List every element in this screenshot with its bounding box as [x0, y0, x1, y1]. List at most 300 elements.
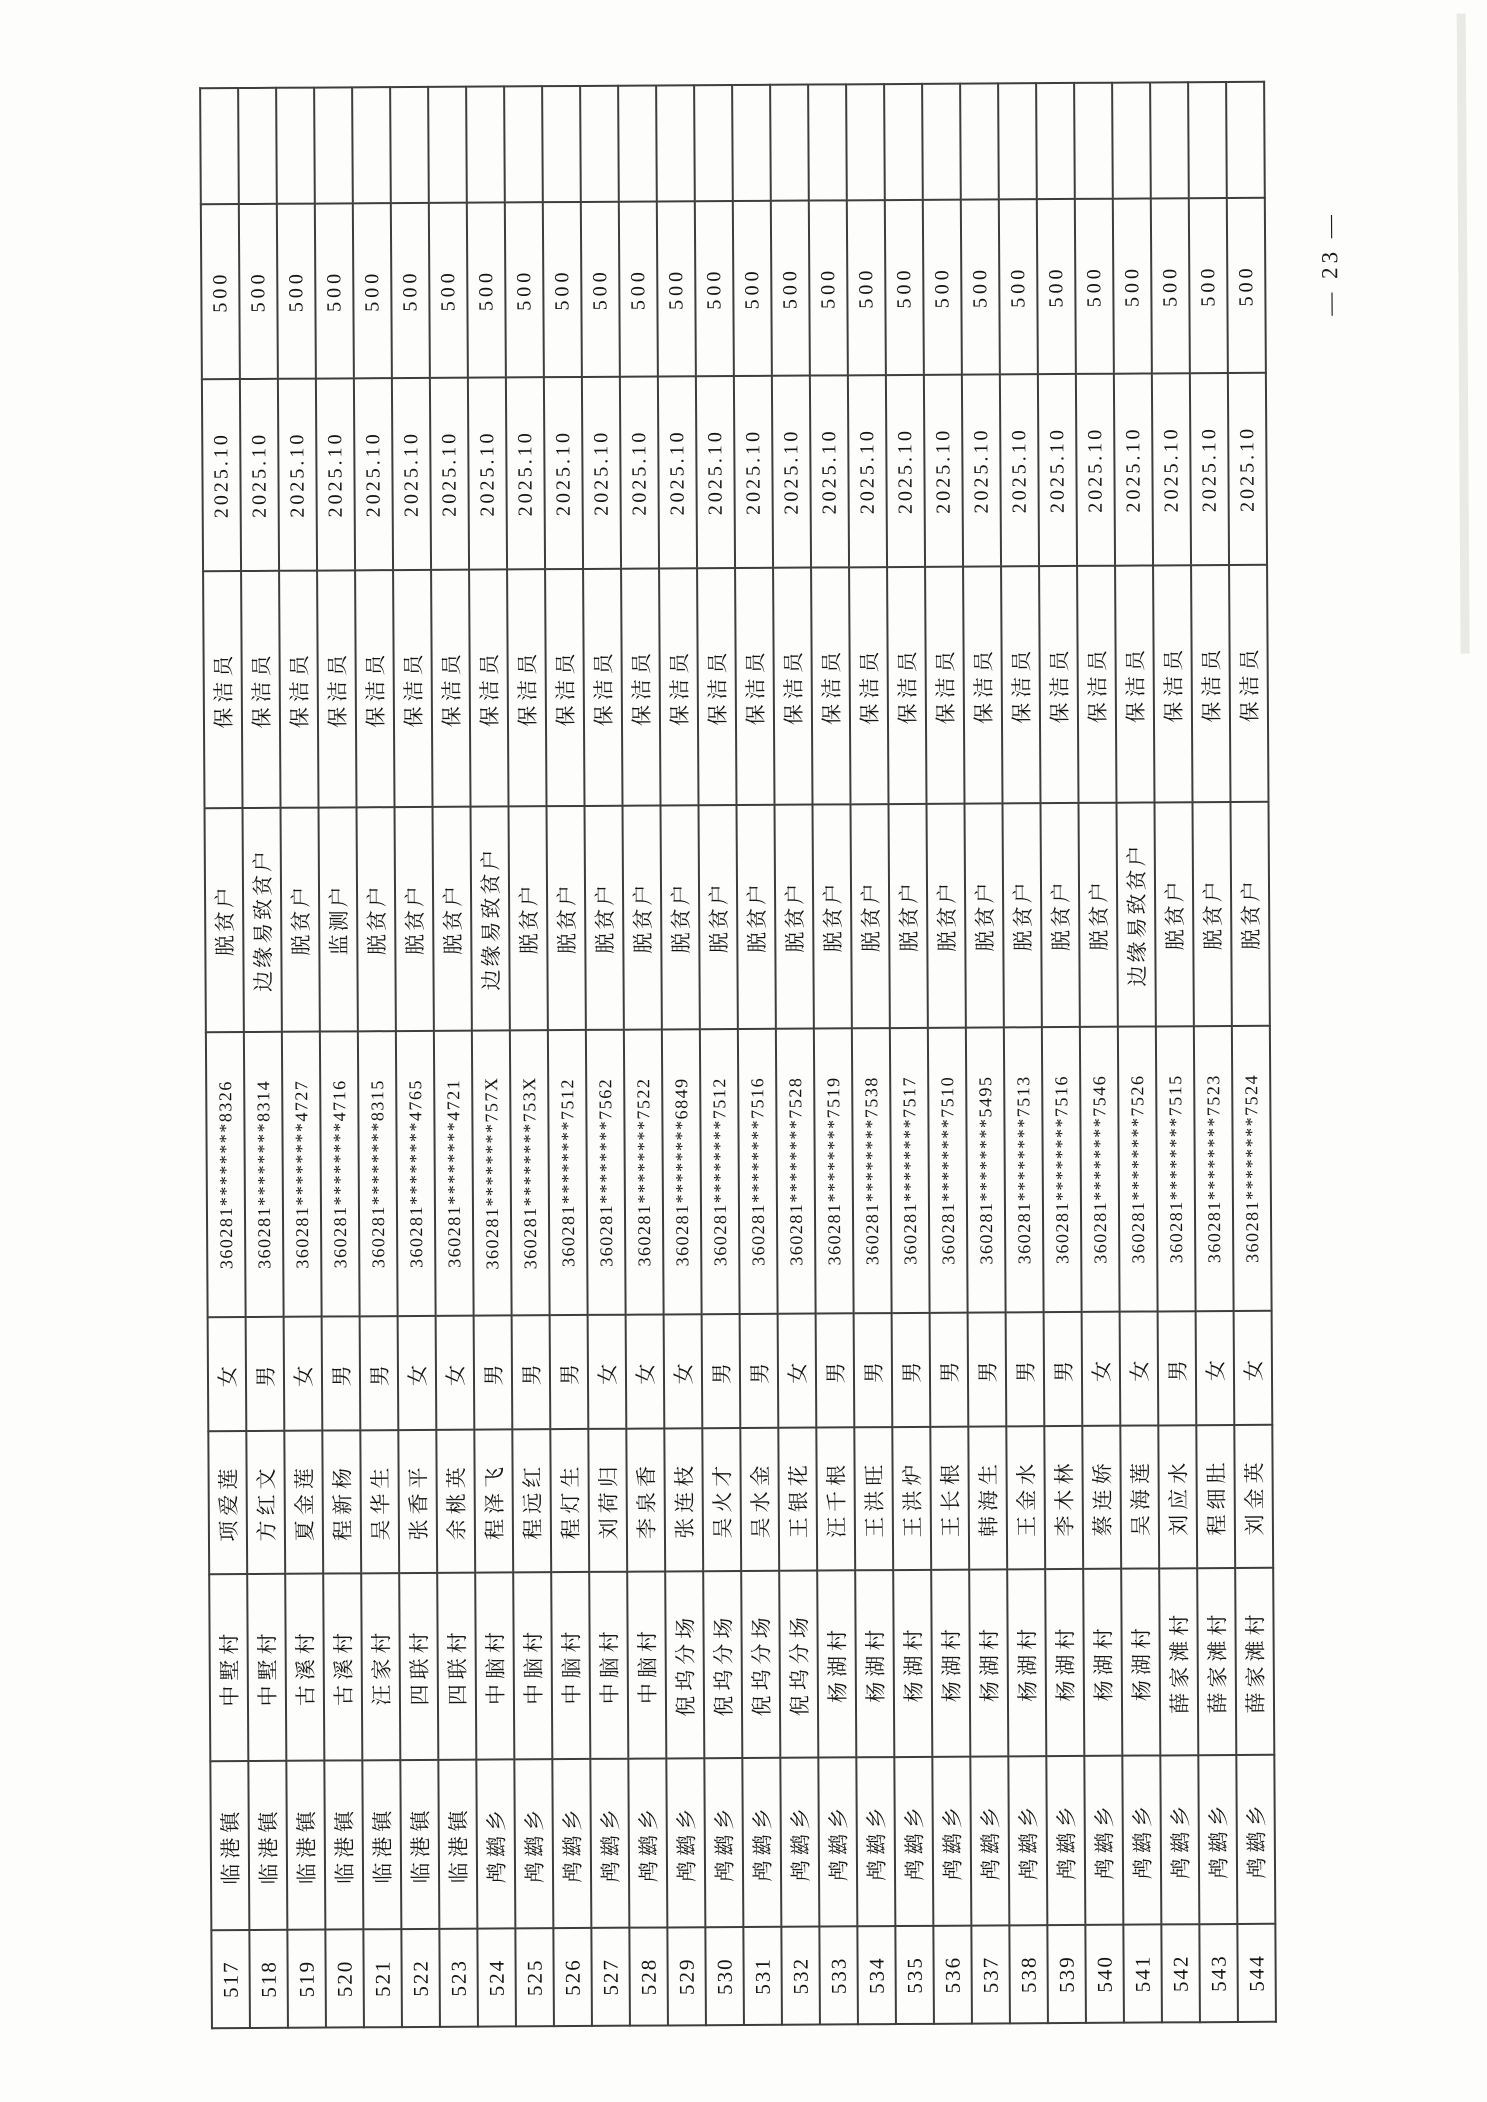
- cell-amount: 500: [1113, 198, 1152, 373]
- cell-remark: [466, 86, 505, 202]
- cell-name: 刘金英: [1234, 1425, 1273, 1568]
- cell-post: 保洁员: [811, 567, 850, 804]
- cell-village: 中脑村: [475, 1572, 514, 1759]
- landscape-orientation-wrapper: [199, 103, 1275, 2029]
- cell-id-number: 360281********6849: [662, 1029, 702, 1314]
- cell-township: 鸬鹚乡: [894, 1757, 933, 1926]
- cell-name: 吴水金: [740, 1428, 779, 1571]
- cell-gender: 男: [512, 1315, 551, 1429]
- cell-name: 汪千根: [816, 1427, 855, 1570]
- cell-amount: 500: [467, 202, 506, 377]
- cell-index: 520: [325, 1929, 364, 2027]
- cell-category: 脱贫户: [699, 805, 738, 1029]
- cell-index: 541: [1123, 1924, 1162, 2022]
- cell-id-number: 360281********7519: [814, 1028, 854, 1313]
- cell-category: 脱贫户: [433, 807, 472, 1031]
- cell-remark: [770, 85, 809, 201]
- cell-category: 脱贫户: [964, 803, 1003, 1027]
- cell-name: 程泽飞: [474, 1429, 513, 1572]
- cell-id-number: 360281********7538: [852, 1028, 892, 1313]
- cell-name: 王银花: [778, 1428, 817, 1571]
- cell-id-number: 360281********7513: [1004, 1027, 1044, 1312]
- cell-category: 脱贫户: [1230, 802, 1269, 1026]
- cell-index: 540: [1085, 1925, 1124, 2023]
- cell-id-number: 360281********4765: [396, 1031, 436, 1316]
- cell-month: 2025.10: [430, 378, 469, 570]
- cell-gender: 女: [588, 1315, 627, 1429]
- cell-month: 2025.10: [392, 378, 431, 570]
- cell-name: 张连枝: [664, 1428, 703, 1571]
- cell-index: 522: [401, 1929, 440, 2027]
- cell-category: 脱贫户: [281, 808, 320, 1032]
- cell-gender: 男: [968, 1312, 1007, 1426]
- cell-village: 中脑村: [627, 1571, 666, 1758]
- cell-index: 538: [1009, 1925, 1048, 2023]
- cell-remark: [808, 84, 847, 200]
- cell-township: 鸬鹚乡: [1122, 1755, 1161, 1924]
- cell-category: 脱贫户: [775, 805, 814, 1029]
- cell-gender: 女: [1196, 1311, 1235, 1425]
- cell-gender: 男: [246, 1317, 285, 1431]
- cell-remark: [276, 88, 315, 204]
- cell-amount: 500: [543, 202, 582, 377]
- cell-village: 薛家滩村: [1235, 1568, 1274, 1755]
- cell-gender: 男: [892, 1313, 931, 1427]
- cell-id-number: 360281********7510: [928, 1028, 968, 1313]
- cell-post: 保洁员: [355, 570, 394, 807]
- cell-gender: 女: [208, 1317, 247, 1431]
- cell-remark: [732, 85, 771, 201]
- cell-village: 古溪村: [323, 1573, 362, 1760]
- cell-remark: [846, 84, 885, 200]
- cell-amount: 500: [1037, 199, 1076, 374]
- cell-post: 保洁员: [507, 569, 546, 806]
- cell-category: 监测户: [319, 807, 358, 1031]
- cell-id-number: 360281********4721: [434, 1031, 474, 1316]
- cell-index: 517: [211, 1930, 250, 2028]
- cell-category: 脱贫户: [926, 804, 965, 1028]
- cell-index: 523: [439, 1929, 478, 2027]
- cell-remark: [390, 87, 429, 203]
- cell-village: 杨湖村: [817, 1570, 856, 1757]
- cell-amount: 500: [391, 203, 430, 378]
- cell-township: 鸬鹚乡: [1160, 1755, 1199, 1924]
- cell-gender: 女: [664, 1314, 703, 1428]
- cell-township: 鸬鹚乡: [514, 1759, 553, 1928]
- cell-index: 530: [705, 1927, 744, 2025]
- cell-id-number: 360281********5495: [966, 1027, 1006, 1312]
- cell-village: 薛家滩村: [1197, 1568, 1236, 1755]
- cell-remark: [504, 86, 543, 202]
- cell-amount: 500: [999, 199, 1038, 374]
- cell-post: 保洁员: [849, 567, 888, 804]
- cell-post: 保洁员: [773, 568, 812, 805]
- cell-village: 汪家村: [361, 1573, 400, 1760]
- cell-amount: 500: [1075, 199, 1114, 374]
- cell-village: 四联村: [437, 1573, 476, 1760]
- cell-name: 程新杨: [322, 1430, 361, 1573]
- cell-index: 544: [1237, 1924, 1276, 2022]
- cell-category: 脱贫户: [737, 805, 776, 1029]
- scan-edge-artifact: [1457, 14, 1470, 654]
- cell-amount: 500: [239, 204, 278, 379]
- cell-name: 程灯生: [550, 1429, 589, 1572]
- cell-month: 2025.10: [1152, 373, 1191, 565]
- cell-category: 脱贫户: [547, 806, 586, 1030]
- cell-township: 临港镇: [438, 1760, 477, 1929]
- cell-category: 脱贫户: [661, 805, 700, 1029]
- cell-remark: [656, 85, 695, 201]
- cell-id-number: 360281********7526: [1118, 1026, 1158, 1311]
- cell-amount: 500: [353, 203, 392, 378]
- cell-post: 保洁员: [279, 571, 318, 808]
- cell-township: 鸬鹚乡: [704, 1758, 743, 1927]
- cell-month: 2025.10: [1038, 374, 1077, 566]
- cell-township: 鸬鹚乡: [1084, 1756, 1123, 1925]
- cell-township: 鸬鹚乡: [818, 1757, 857, 1926]
- cell-remark: [618, 85, 657, 201]
- cell-gender: 女: [778, 1314, 817, 1428]
- cell-village: 中墅村: [209, 1574, 248, 1761]
- cell-category: 边缘易致贫户: [1116, 802, 1155, 1026]
- cell-id-number: 360281********7512: [700, 1029, 740, 1314]
- cell-remark: [998, 83, 1037, 199]
- cell-township: 临港镇: [362, 1760, 401, 1929]
- cell-amount: 500: [885, 200, 924, 375]
- cell-township: 鸬鹚乡: [628, 1758, 667, 1927]
- cell-amount: 500: [619, 201, 658, 376]
- cell-index: 543: [1199, 1924, 1238, 2022]
- cell-name: 程远红: [512, 1429, 551, 1572]
- cell-amount: 500: [1227, 198, 1266, 373]
- cell-township: 临港镇: [286, 1761, 325, 1930]
- cell-post: 保洁员: [659, 568, 698, 805]
- cell-post: 保洁员: [697, 568, 736, 805]
- cell-village: 中脑村: [589, 1572, 628, 1759]
- cell-month: 2025.10: [696, 376, 735, 568]
- cell-id-number: 360281********7524: [1232, 1026, 1272, 1311]
- cell-index: 536: [933, 1926, 972, 2024]
- cell-id-number: 360281********8314: [244, 1032, 284, 1317]
- cell-id-number: 360281********4716: [320, 1031, 360, 1316]
- cell-amount: 500: [1189, 198, 1228, 373]
- cell-name: 吴火才: [702, 1428, 741, 1571]
- cell-month: 2025.10: [316, 378, 355, 570]
- cell-township: 临港镇: [324, 1760, 363, 1929]
- cell-post: 保洁员: [1153, 565, 1192, 802]
- cell-post: 保洁员: [963, 566, 1002, 803]
- cell-index: 535: [895, 1926, 934, 2024]
- cell-index: 542: [1161, 1924, 1200, 2022]
- cell-name: 吴华生: [360, 1430, 399, 1573]
- cell-id-number: 360281********7515: [1156, 1026, 1196, 1311]
- cell-id-number: 360281********757X: [472, 1030, 512, 1315]
- cell-village: 杨湖村: [969, 1569, 1008, 1756]
- cell-remark: [884, 84, 923, 200]
- cell-township: 鸬鹚乡: [590, 1759, 629, 1928]
- cell-amount: 500: [315, 203, 354, 378]
- cell-village: 古溪村: [285, 1574, 324, 1761]
- cell-name: 韩海生: [968, 1426, 1007, 1569]
- cell-name: 王洪旺: [854, 1427, 893, 1570]
- cell-gender: 男: [550, 1315, 589, 1429]
- cell-index: 531: [743, 1927, 782, 2025]
- cell-month: 2025.10: [278, 379, 317, 571]
- cell-remark: [1074, 83, 1113, 199]
- cell-post: 保洁员: [735, 568, 774, 805]
- cell-id-number: 360281********7512: [548, 1030, 588, 1315]
- cell-category: 脱贫户: [395, 807, 434, 1031]
- cell-gender: 男: [474, 1315, 513, 1429]
- cell-amount: 500: [923, 200, 962, 375]
- cell-id-number: 360281********7523: [1194, 1026, 1234, 1311]
- cell-month: 2025.10: [582, 377, 621, 569]
- cell-month: 2025.10: [848, 375, 887, 567]
- cell-index: 532: [781, 1927, 820, 2025]
- cell-category: 脱贫户: [813, 804, 852, 1028]
- cell-remark: [960, 83, 999, 199]
- cell-category: 脱贫户: [205, 808, 244, 1032]
- cell-post: 保洁员: [1077, 566, 1116, 803]
- cell-index: 534: [857, 1926, 896, 2024]
- cell-remark: [238, 88, 277, 204]
- cell-index: 518: [249, 1930, 288, 2028]
- cell-id-number: 360281********7562: [586, 1030, 626, 1315]
- cell-amount: 500: [695, 201, 734, 376]
- cell-category: 脱贫户: [889, 804, 928, 1028]
- cell-amount: 500: [505, 202, 544, 377]
- cell-id-number: 360281********8315: [358, 1031, 398, 1316]
- cell-post: 保洁员: [469, 569, 508, 806]
- cell-month: 2025.10: [354, 378, 393, 570]
- cell-township: 鸬鹚乡: [1198, 1755, 1237, 1924]
- cell-name: 李泉香: [626, 1428, 665, 1571]
- cell-category: 脱贫户: [585, 806, 624, 1030]
- cell-amount: 500: [809, 200, 848, 375]
- cell-township: 鸬鹚乡: [476, 1759, 515, 1928]
- cell-remark: [428, 87, 467, 203]
- cell-name: 刘应水: [1158, 1425, 1197, 1568]
- cell-post: 保洁员: [203, 571, 242, 808]
- cell-index: 521: [363, 1929, 402, 2027]
- cell-village: 杨湖村: [893, 1570, 932, 1757]
- cell-remark: [1112, 82, 1151, 198]
- cell-gender: 男: [360, 1316, 399, 1430]
- cell-amount: 500: [1151, 198, 1190, 373]
- cell-name: 张香平: [398, 1430, 437, 1573]
- cell-remark: [1188, 82, 1227, 198]
- cell-township: 鸬鹚乡: [1236, 1755, 1275, 1924]
- cell-id-number: 360281********7517: [890, 1028, 930, 1313]
- cell-township: 临港镇: [210, 1761, 249, 1930]
- cell-village: 倪坞分场: [779, 1571, 818, 1758]
- cell-index: 526: [553, 1928, 592, 2026]
- cell-village: 薛家滩村: [1159, 1568, 1198, 1755]
- cell-remark: [542, 86, 581, 202]
- cell-post: 保洁员: [1001, 566, 1040, 803]
- cell-month: 2025.10: [202, 379, 241, 571]
- cell-post: 保洁员: [887, 567, 926, 804]
- cell-village: 中脑村: [513, 1572, 552, 1759]
- cell-village: 倪坞分场: [703, 1571, 742, 1758]
- cell-month: 2025.10: [620, 376, 659, 568]
- cell-category: 脱贫户: [851, 804, 890, 1028]
- cell-amount: 500: [429, 203, 468, 378]
- cell-category: 脱贫户: [1040, 803, 1079, 1027]
- cell-index: 528: [629, 1927, 668, 2025]
- cell-category: 脱贫户: [357, 807, 396, 1031]
- cell-remark: [352, 87, 391, 203]
- cell-name: 王洪炉: [892, 1427, 931, 1570]
- cell-township: 临港镇: [400, 1760, 439, 1929]
- cell-remark: [1150, 82, 1189, 198]
- subsidy-roster-table: [199, 81, 1277, 2029]
- cell-name: 吴海莲: [1120, 1425, 1159, 1568]
- cell-gender: 男: [854, 1313, 893, 1427]
- cell-category: 脱贫户: [1002, 803, 1041, 1027]
- cell-category: 脱贫户: [1154, 802, 1193, 1026]
- cell-name: 蔡连娇: [1082, 1426, 1121, 1569]
- table-body: [200, 82, 1276, 2028]
- cell-post: 保洁员: [241, 571, 280, 808]
- cell-township: 鸬鹚乡: [970, 1756, 1009, 1925]
- cell-gender: 男: [1158, 1311, 1197, 1425]
- cell-gender: 女: [1120, 1311, 1159, 1425]
- cell-name: 余桃英: [436, 1430, 475, 1573]
- cell-amount: 500: [961, 199, 1000, 374]
- cell-month: 2025.10: [468, 377, 507, 569]
- cell-name: 王金水: [1006, 1426, 1045, 1569]
- cell-category: 脱贫户: [623, 805, 662, 1029]
- cell-gender: 男: [1006, 1312, 1045, 1426]
- cell-month: 2025.10: [734, 376, 773, 568]
- cell-id-number: 360281********8326: [206, 1032, 246, 1317]
- cell-post: 保洁员: [545, 569, 584, 806]
- cell-post: 保洁员: [1115, 565, 1154, 802]
- cell-month: 2025.10: [886, 375, 925, 567]
- cell-index: 537: [971, 1925, 1010, 2023]
- cell-amount: 500: [657, 201, 696, 376]
- cell-village: 杨湖村: [1083, 1569, 1122, 1756]
- cell-gender: 男: [930, 1313, 969, 1427]
- cell-village: 中脑村: [551, 1572, 590, 1759]
- cell-gender: 男: [740, 1314, 779, 1428]
- cell-index: 533: [819, 1926, 858, 2024]
- cell-gender: 男: [1044, 1312, 1083, 1426]
- cell-amount: 500: [201, 204, 240, 379]
- cell-id-number: 360281********4727: [282, 1032, 322, 1317]
- cell-amount: 500: [277, 204, 316, 379]
- cell-remark: [1036, 83, 1075, 199]
- cell-remark: [694, 85, 733, 201]
- cell-post: 保洁员: [1229, 565, 1268, 802]
- cell-id-number: 360281********7516: [738, 1029, 778, 1314]
- cell-remark: [314, 87, 353, 203]
- cell-village: 倪坞分场: [665, 1571, 704, 1758]
- cell-month: 2025.10: [240, 379, 279, 571]
- cell-month: 2025.10: [1076, 374, 1115, 566]
- cell-remark: [200, 88, 239, 204]
- cell-id-number: 360281********753X: [510, 1030, 550, 1315]
- cell-month: 2025.10: [962, 374, 1001, 566]
- cell-name: 方红文: [246, 1431, 285, 1574]
- cell-post: 保洁员: [925, 567, 964, 804]
- cell-township: 鸬鹚乡: [742, 1758, 781, 1927]
- cell-gender: 女: [398, 1316, 437, 1430]
- cell-name: 李木林: [1044, 1426, 1083, 1569]
- cell-post: 保洁员: [431, 570, 470, 807]
- cell-category: 脱贫户: [509, 806, 548, 1030]
- cell-amount: 500: [771, 201, 810, 376]
- cell-gender: 男: [322, 1316, 361, 1430]
- cell-index: 539: [1047, 1925, 1086, 2023]
- cell-month: 2025.10: [924, 375, 963, 567]
- cell-id-number: 360281********7516: [1042, 1027, 1082, 1312]
- cell-gender: 男: [816, 1313, 855, 1427]
- page-number: — 23 —: [1316, 211, 1343, 316]
- cell-month: 2025.10: [1190, 373, 1229, 565]
- cell-category: 脱贫户: [1192, 802, 1231, 1026]
- cell-village: 杨湖村: [1007, 1569, 1046, 1756]
- cell-amount: 500: [733, 201, 772, 376]
- cell-gender: 女: [626, 1314, 665, 1428]
- cell-name: 刘荷归: [588, 1429, 627, 1572]
- cell-village: 倪坞分场: [741, 1571, 780, 1758]
- cell-post: 保洁员: [1191, 565, 1230, 802]
- cell-township: 鸬鹚乡: [932, 1757, 971, 1926]
- cell-township: 鸬鹚乡: [1008, 1756, 1047, 1925]
- cell-month: 2025.10: [1000, 374, 1039, 566]
- cell-post: 保洁员: [583, 569, 622, 806]
- cell-township: 临港镇: [248, 1761, 287, 1930]
- cell-name: 夏金莲: [284, 1431, 323, 1574]
- cell-month: 2025.10: [1114, 373, 1153, 565]
- cell-id-number: 360281********7522: [624, 1029, 664, 1314]
- cell-township: 鸬鹚乡: [552, 1759, 591, 1928]
- cell-id-number: 360281********7528: [776, 1029, 816, 1314]
- cell-index: 527: [591, 1928, 630, 2026]
- cell-month: 2025.10: [544, 377, 583, 569]
- cell-month: 2025.10: [658, 376, 697, 568]
- cell-amount: 500: [581, 202, 620, 377]
- cell-village: 杨湖村: [931, 1570, 970, 1757]
- cell-month: 2025.10: [810, 375, 849, 567]
- cell-post: 保洁员: [1039, 566, 1078, 803]
- cell-month: 2025.10: [506, 377, 545, 569]
- cell-remark: [580, 86, 619, 202]
- cell-category: 边缘易致贫户: [471, 806, 510, 1030]
- cell-village: 杨湖村: [1121, 1568, 1160, 1755]
- cell-remark: [1226, 82, 1265, 198]
- cell-month: 2025.10: [772, 376, 811, 568]
- cell-gender: 男: [702, 1314, 741, 1428]
- cell-month: 2025.10: [1228, 373, 1267, 565]
- cell-remark: [922, 84, 961, 200]
- cell-post: 保洁员: [317, 570, 356, 807]
- rotated-table-area: [199, 103, 1275, 2029]
- cell-post: 保洁员: [393, 570, 432, 807]
- cell-post: 保洁员: [621, 568, 660, 805]
- cell-id-number: 360281********7546: [1080, 1027, 1120, 1312]
- cell-name: 项爱莲: [208, 1431, 247, 1574]
- cell-name: 程细肚: [1196, 1425, 1235, 1568]
- cell-name: 王长根: [930, 1427, 969, 1570]
- cell-category: 边缘易致贫户: [243, 808, 282, 1032]
- cell-township: 鸬鹚乡: [666, 1758, 705, 1927]
- cell-amount: 500: [847, 200, 886, 375]
- cell-index: 525: [515, 1928, 554, 2026]
- cell-township: 鸬鹚乡: [1046, 1756, 1085, 1925]
